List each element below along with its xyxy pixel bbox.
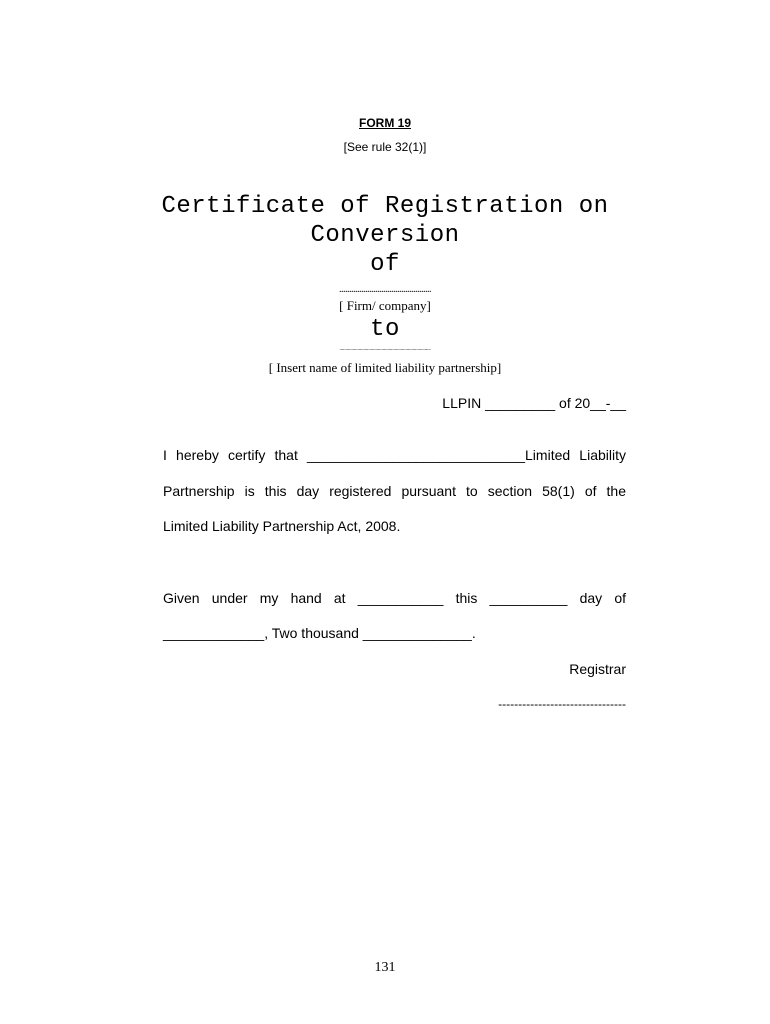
page-number: 131 <box>374 960 396 975</box>
certify-line-1: I hereby certify that ____________________________Limited Liability <box>163 447 626 463</box>
firm-caption: [ Firm/ company] <box>339 298 431 313</box>
given-line-1: Given under my hand at ___________ this __________ day of <box>163 590 626 606</box>
certificate-title-line-3: of <box>370 251 400 278</box>
certificate-title-line-2: Conversion <box>310 222 460 249</box>
certify-line-3: Limited Liability Partnership Act, 2008. <box>163 518 401 534</box>
llp-name-caption: [ Insert name of limited liability partnership] <box>268 360 502 375</box>
registrar-label: Registrar <box>569 661 626 677</box>
firm-name-placeholder: .............................................. <box>339 284 431 295</box>
signature-line: -------------------------------- <box>498 697 626 711</box>
form-title: FORM 19 <box>358 116 411 130</box>
given-line-2: _____________, Two thousand ______________. <box>163 625 476 641</box>
connector-to: to <box>370 316 400 343</box>
rule-reference: [See rule 32(1)] <box>343 140 427 154</box>
llpin-line: LLPIN _________ of 20__-__ <box>442 395 626 411</box>
llp-name-placeholder: ............................................................................ <box>339 346 431 352</box>
certificate-title-line-1: Certificate of Registration on <box>161 193 609 220</box>
certify-line-2: Partnership is this day registered pursuant to section 58(1) of the <box>163 483 626 499</box>
